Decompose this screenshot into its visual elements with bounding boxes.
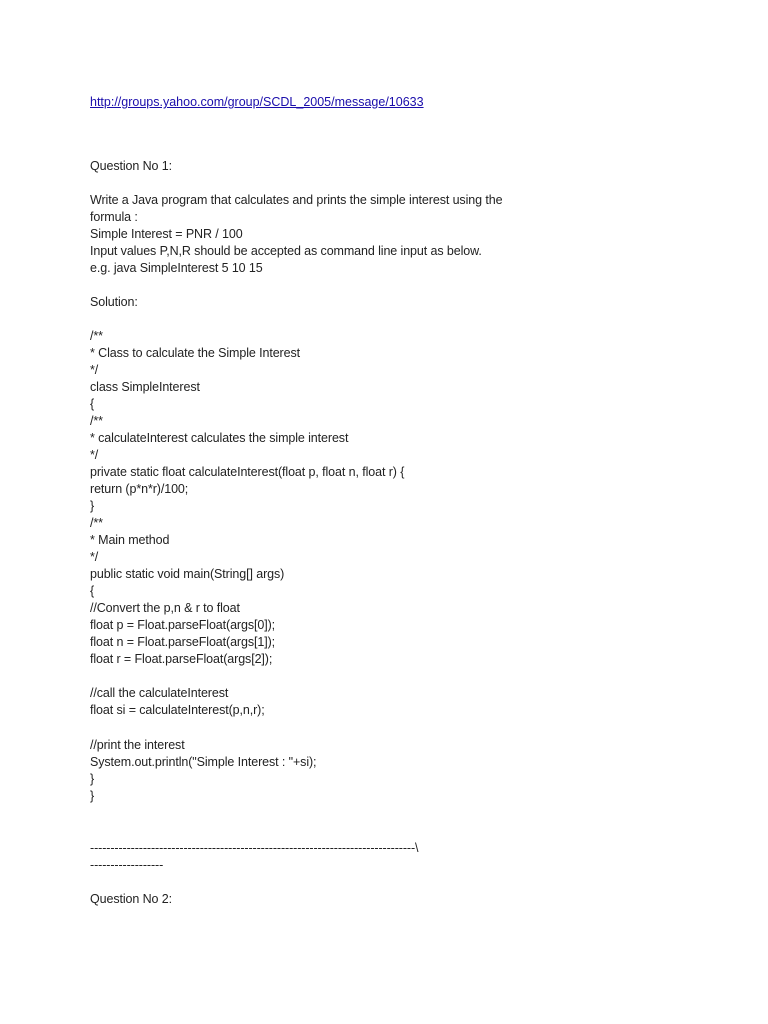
code-line: } [90,499,95,513]
code-line: //call the calculateInterest [90,686,229,700]
separator-line: --------------------------------------------------------------------------------\ [90,841,419,855]
solution-label: Solution: [90,295,138,309]
code-line: */ [90,550,99,564]
code-line: { [90,584,95,598]
code-line: /** [90,516,103,530]
question-1-heading: Question No 1: [90,159,172,173]
question-1-prompt-line: e.g. java SimpleInterest 5 10 15 [90,261,263,275]
code-line: } [90,789,95,803]
code-line: float p = Float.parseFloat(args[0]); [90,618,276,632]
code-line: //print the interest [90,738,185,752]
code-line: */ [90,448,99,462]
question-1-prompt-line: formula : [90,210,138,224]
question-2-heading: Question No 2: [90,892,172,906]
question-1-prompt-line: Write a Java program that calculates and prints the simple interest using the [90,193,503,207]
code-line: float r = Float.parseFloat(args[2]); [90,652,273,666]
code-line: System.out.println("Simple Interest : "+si); [90,755,317,769]
source-link[interactable]: http://groups.yahoo.com/group/SCDL_2005/message/10633 [90,95,424,109]
code-line: */ [90,363,99,377]
separator-line: ------------------ [90,858,164,872]
code-line: * Main method [90,533,170,547]
code-line: class SimpleInterest [90,380,200,394]
question-1-prompt-line: Input values P,N,R should be accepted as command line input as below. [90,244,482,258]
code-line: * calculateInterest calculates the simple interest [90,431,349,445]
code-line: public static void main(String[] args) [90,567,285,581]
code-line: /** [90,329,103,343]
code-line: float si = calculateInterest(p,n,r); [90,703,265,717]
code-line: return (p*n*r)/100; [90,482,189,496]
code-line: float n = Float.parseFloat(args[1]); [90,635,276,649]
code-line: } [90,772,95,786]
code-line: * Class to calculate the Simple Interest [90,346,300,360]
code-line: //Convert the p,n & r to float [90,601,240,615]
code-line: { [90,397,95,411]
code-line: /** [90,414,103,428]
code-line: private static float calculateInterest(float p, float n, float r) { [90,465,405,479]
question-1-prompt-line: Simple Interest = PNR / 100 [90,227,243,241]
